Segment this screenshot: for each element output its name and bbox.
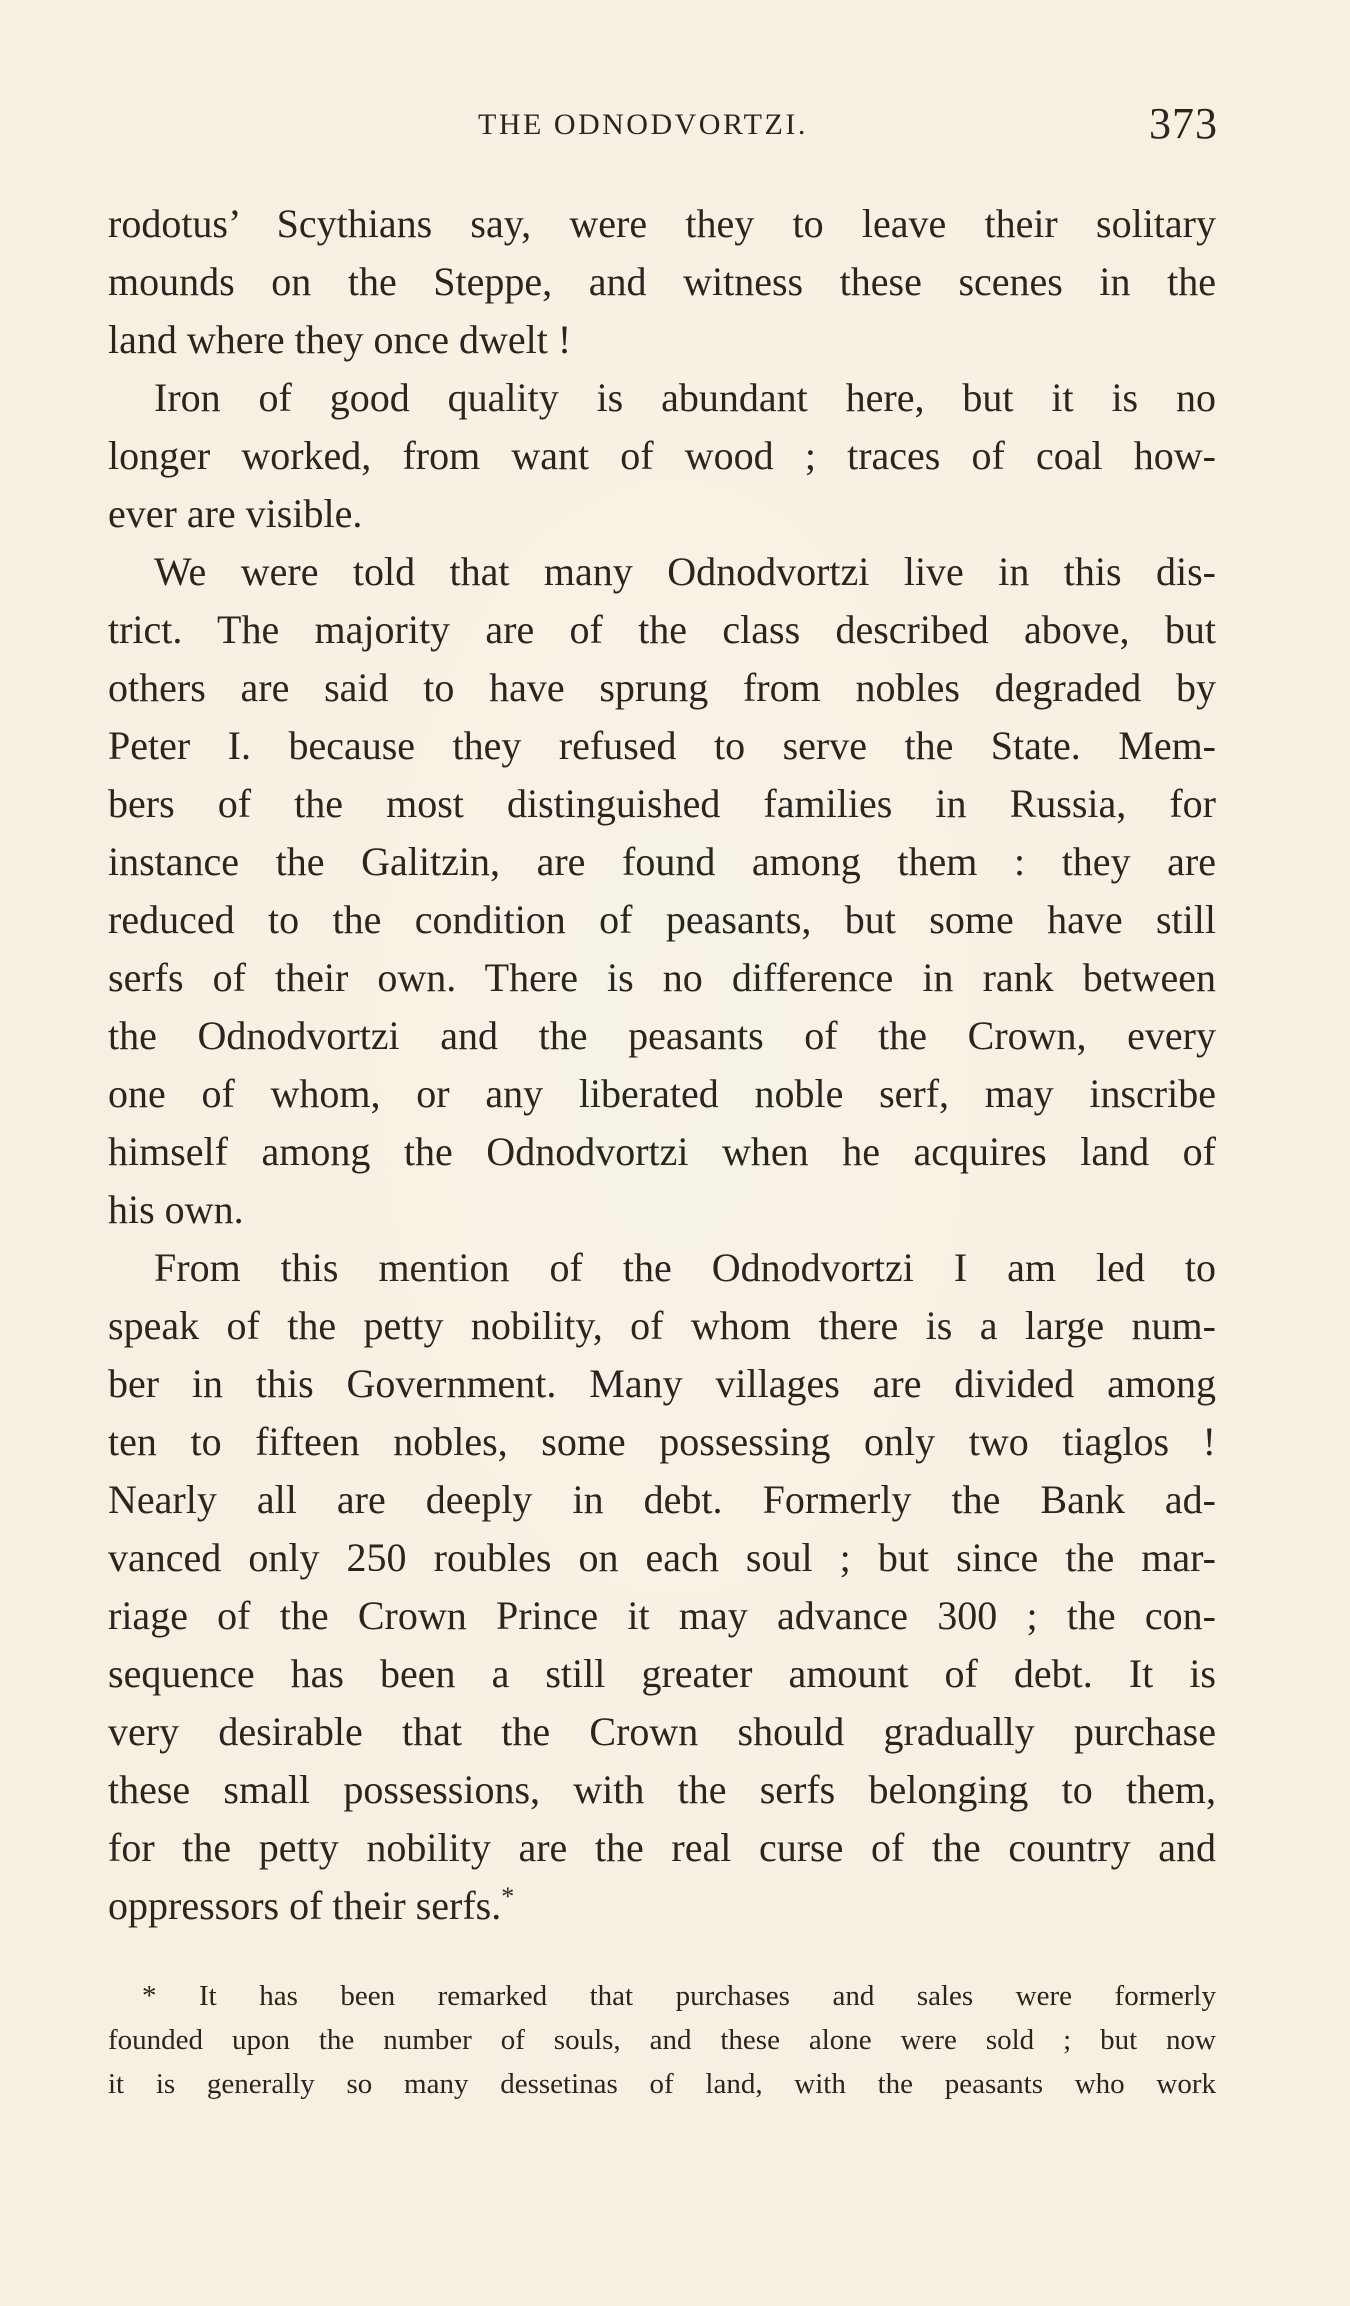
footnote-reference: * bbox=[501, 1882, 515, 1911]
text-line: himself among the Odnodvortzi when he acquires land of bbox=[108, 1129, 1216, 1174]
text-line: one of whom, or any liberated noble serf, may inscribe bbox=[108, 1071, 1216, 1116]
text-line: the Odnodvortzi and the peasants of the Crown, every bbox=[108, 1013, 1216, 1058]
text-line: his own. bbox=[108, 1187, 244, 1232]
footnote-line: founded upon the number of souls, and these alone were sold ; but now bbox=[108, 2024, 1216, 2056]
text-line: very desirable that the Crown should gradually purchase bbox=[108, 1709, 1216, 1754]
text-line: From this mention of the Odnodvortzi I am led to bbox=[154, 1245, 1216, 1290]
text-line: mounds on the Steppe, and witness these scenes in the bbox=[108, 259, 1216, 304]
text-line: vanced only 250 roubles on each soul ; but since the mar- bbox=[108, 1535, 1216, 1580]
text-line: others are said to have sprung from nobles degraded by bbox=[108, 665, 1216, 710]
text-line: instance the Galitzin, are found among them : they are bbox=[108, 839, 1216, 884]
footnote-line: * It has been remarked that purchases and sales were formerly bbox=[142, 1980, 1216, 2012]
text-line: riage of the Crown Prince it may advance 300 ; the con- bbox=[108, 1593, 1216, 1638]
text-line: reduced to the condition of peasants, but some have still bbox=[108, 897, 1216, 942]
text-line: speak of the petty nobility, of whom there is a large num- bbox=[108, 1303, 1216, 1348]
text-line: trict. The majority are of the class described above, but bbox=[108, 607, 1216, 652]
text-line: Peter I. because they refused to serve the State. Mem- bbox=[108, 723, 1216, 768]
page-number: 373 bbox=[1149, 99, 1218, 148]
text-line: Iron of good quality is abundant here, but it is no bbox=[154, 375, 1216, 420]
text-line: rodotus’ Scythians say, were they to leave their solitary bbox=[108, 201, 1216, 246]
text-line: for the petty nobility are the real curse of the country and bbox=[108, 1825, 1216, 1870]
text-line: these small possessions, with the serfs belonging to them, bbox=[108, 1767, 1216, 1812]
running-head bbox=[108, 98, 1218, 148]
text-line: sequence has been a still greater amount of debt. It is bbox=[108, 1651, 1216, 1696]
text-line: ber in this Government. Many villages are divided among bbox=[108, 1361, 1216, 1406]
text-line-final bbox=[108, 1877, 1216, 1935]
text-line: longer worked, from want of wood ; traces of coal how- bbox=[108, 433, 1216, 478]
text-line: We were told that many Odnodvortzi live in this dis- bbox=[154, 549, 1216, 594]
text-line: bers of the most distinguished families in Russia, for bbox=[108, 781, 1216, 826]
text-line: oppressors of their serfs. bbox=[108, 1883, 502, 1928]
running-title: THE ODNODVORTZI. bbox=[478, 108, 808, 141]
footnote bbox=[108, 1974, 1216, 2106]
text-line: Nearly all are deeply in debt. Formerly the Bank ad- bbox=[108, 1477, 1216, 1522]
text-line: ever are visible. bbox=[108, 491, 363, 536]
text-line: land where they once dwelt ! bbox=[108, 317, 572, 362]
body-text bbox=[108, 195, 1216, 1935]
text-line: ten to fifteen nobles, some possessing only two tiaglos ! bbox=[108, 1419, 1216, 1464]
footnote-line: it is generally so many dessetinas of land, with the peasants who work bbox=[108, 2068, 1216, 2100]
text-line: serfs of their own. There is no difference in rank between bbox=[108, 955, 1216, 1000]
